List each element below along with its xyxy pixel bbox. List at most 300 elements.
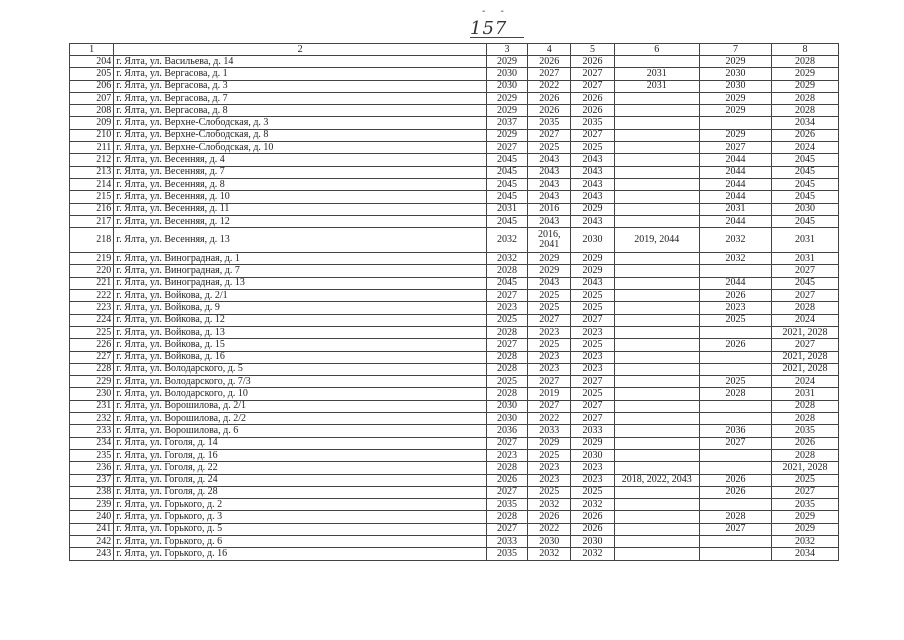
table-row (70, 191, 839, 203)
col-7-cell (700, 326, 772, 338)
col-3-cell: 2045 (486, 154, 527, 166)
col-4-cell: 2043 (528, 178, 571, 190)
row-number-cell: 210 (70, 129, 114, 141)
table-row (70, 474, 839, 486)
table-header-row (70, 44, 839, 56)
col-8-cell: 2028 (772, 92, 839, 104)
col-6-cell: 2018, 2022, 2043 (614, 474, 699, 486)
col-3-cell: 2027 (486, 142, 527, 154)
col-3-cell: 2027 (486, 339, 527, 351)
col-4-cell: 2029 (528, 437, 571, 449)
col-4-cell: 2026 (528, 92, 571, 104)
col-4-cell: 2035 (528, 117, 571, 129)
col-4-cell: 2027 (528, 129, 571, 141)
col-4-cell: 2023 (528, 462, 571, 474)
col-5-cell: 2023 (571, 326, 614, 338)
column-header-6: 6 (614, 44, 699, 56)
col-3-cell: 2025 (486, 314, 527, 326)
col-8-cell: 2028 (772, 400, 839, 412)
table-row (70, 302, 839, 314)
col-4-cell: 2025 (528, 339, 571, 351)
table-row (70, 56, 839, 68)
row-number-cell: 228 (70, 363, 114, 375)
col-4-cell: 2043 (528, 191, 571, 203)
col-8-cell: 2027 (772, 339, 839, 351)
row-number-cell: 219 (70, 253, 114, 265)
col-3-cell: 2029 (486, 56, 527, 68)
col-3-cell: 2027 (486, 437, 527, 449)
address-cell: г. Ялта, ул. Войкова, д. 15 (114, 339, 487, 351)
address-cell: г. Ялта, ул. Верхне-Слободская, д. 8 (114, 129, 487, 141)
address-cell: г. Ялта, ул. Вергасова, д. 1 (114, 68, 487, 80)
row-number-cell: 236 (70, 462, 114, 474)
col-7-cell: 2036 (700, 425, 772, 437)
col-5-cell: 2032 (571, 499, 614, 511)
col-3-cell: 2036 (486, 425, 527, 437)
col-4-cell: 2027 (528, 400, 571, 412)
col-4-cell: 2027 (528, 314, 571, 326)
col-6-cell (614, 449, 699, 461)
row-number-cell: 238 (70, 486, 114, 498)
row-number-cell: 205 (70, 68, 114, 80)
address-cell: г. Ялта, ул. Гоголя, д. 22 (114, 462, 487, 474)
table-row (70, 80, 839, 92)
col-7-cell: 2044 (700, 154, 772, 166)
address-cell: г. Ялта, ул. Виноградная, д. 7 (114, 265, 487, 277)
col-5-cell: 2027 (571, 68, 614, 80)
row-number-cell: 214 (70, 178, 114, 190)
row-number-cell: 206 (70, 80, 114, 92)
row-number-cell: 242 (70, 535, 114, 547)
page-number-dashes: - - (482, 6, 510, 17)
col-6-cell (614, 253, 699, 265)
col-5-cell: 2025 (571, 142, 614, 154)
address-cell: г. Ялта, ул. Васильева, д. 14 (114, 56, 487, 68)
col-7-cell (700, 499, 772, 511)
col-4-cell: 2032 (528, 548, 571, 560)
col-7-cell: 2026 (700, 339, 772, 351)
address-cell: г. Ялта, ул. Володарского, д. 10 (114, 388, 487, 400)
col-4-cell: 2043 (528, 166, 571, 178)
address-cell: г. Ялта, ул. Весенняя, д. 7 (114, 166, 487, 178)
col-7-cell: 2027 (700, 142, 772, 154)
row-number-cell: 239 (70, 499, 114, 511)
col-8-cell: 2045 (772, 178, 839, 190)
col-5-cell: 2027 (571, 376, 614, 388)
col-4-cell: 2025 (528, 486, 571, 498)
col-5-cell: 2043 (571, 178, 614, 190)
table-row (70, 277, 839, 289)
row-number-cell: 222 (70, 290, 114, 302)
table-row (70, 400, 839, 412)
col-7-cell: 2044 (700, 191, 772, 203)
address-cell: г. Ялта, ул. Весенняя, д. 4 (114, 154, 487, 166)
col-5-cell: 2027 (571, 129, 614, 141)
col-8-cell: 2035 (772, 499, 839, 511)
col-7-cell: 2026 (700, 474, 772, 486)
col-7-cell (700, 265, 772, 277)
address-cell: г. Ялта, ул. Войкова, д. 2/1 (114, 290, 487, 302)
col-8-cell: 2032 (772, 535, 839, 547)
col-3-cell: 2033 (486, 535, 527, 547)
col-7-cell: 2028 (700, 388, 772, 400)
col-5-cell: 2026 (571, 105, 614, 117)
col-7-cell: 2026 (700, 486, 772, 498)
col-4-cell: 2026 (528, 511, 571, 523)
address-cell: г. Ялта, ул. Вергасова, д. 7 (114, 92, 487, 104)
col-7-cell (700, 363, 772, 375)
col-8-cell: 2029 (772, 80, 839, 92)
col-6-cell (614, 178, 699, 190)
table-row (70, 486, 839, 498)
column-header-3: 3 (486, 44, 527, 56)
row-number-cell: 237 (70, 474, 114, 486)
col-8-cell: 2045 (772, 277, 839, 289)
row-number-cell: 218 (70, 228, 114, 253)
row-number-cell: 235 (70, 449, 114, 461)
col-3-cell: 2027 (486, 486, 527, 498)
col-4-cell: 2026 (528, 105, 571, 117)
col-6-cell (614, 154, 699, 166)
col-3-cell: 2028 (486, 388, 527, 400)
col-5-cell: 2027 (571, 314, 614, 326)
col-7-cell: 2030 (700, 80, 772, 92)
row-number-cell: 217 (70, 215, 114, 227)
col-6-cell (614, 314, 699, 326)
row-number-cell: 224 (70, 314, 114, 326)
col-7-cell: 2032 (700, 253, 772, 265)
col-4-cell: 2029 (528, 253, 571, 265)
col-3-cell: 2028 (486, 462, 527, 474)
col-6-cell (614, 523, 699, 535)
row-number-cell: 241 (70, 523, 114, 535)
address-cell: г. Ялта, ул. Весенняя, д. 10 (114, 191, 487, 203)
col-6-cell (614, 302, 699, 314)
col-3-cell: 2028 (486, 326, 527, 338)
col-3-cell: 2027 (486, 523, 527, 535)
row-number-cell: 232 (70, 413, 114, 425)
col-8-cell: 2027 (772, 486, 839, 498)
col-6-cell (614, 548, 699, 560)
table-row (70, 68, 839, 80)
col-5-cell: 2025 (571, 388, 614, 400)
col-3-cell: 2029 (486, 92, 527, 104)
col-7-cell (700, 351, 772, 363)
col-8-cell: 2045 (772, 191, 839, 203)
col-6-cell (614, 462, 699, 474)
col-6-cell (614, 326, 699, 338)
col-8-cell: 2027 (772, 265, 839, 277)
col-8-cell: 2021, 2028 (772, 326, 839, 338)
col-7-cell: 2030 (700, 68, 772, 80)
col-5-cell: 2043 (571, 166, 614, 178)
col-7-cell (700, 462, 772, 474)
col-8-cell: 2029 (772, 511, 839, 523)
col-6-cell (614, 486, 699, 498)
col-5-cell: 2026 (571, 511, 614, 523)
row-number-cell: 223 (70, 302, 114, 314)
address-cell: г. Ялта, ул. Верхне-Слободская, д. 10 (114, 142, 487, 154)
address-cell: г. Ялта, ул. Весенняя, д. 8 (114, 178, 487, 190)
col-5-cell: 2033 (571, 425, 614, 437)
col-6-cell: 2031 (614, 80, 699, 92)
col-8-cell: 2028 (772, 413, 839, 425)
col-5-cell: 2023 (571, 351, 614, 363)
address-cell: г. Ялта, ул. Вергасова, д. 8 (114, 105, 487, 117)
col-8-cell: 2034 (772, 117, 839, 129)
address-cell: г. Ялта, ул. Гоголя, д. 28 (114, 486, 487, 498)
row-number-cell: 215 (70, 191, 114, 203)
col-3-cell: 2032 (486, 228, 527, 253)
address-cell: г. Ялта, ул. Ворошилова, д. 2/1 (114, 400, 487, 412)
col-5-cell: 2026 (571, 56, 614, 68)
col-4-cell: 2043 (528, 215, 571, 227)
column-header-5: 5 (571, 44, 614, 56)
table-row (70, 326, 839, 338)
col-8-cell: 2035 (772, 425, 839, 437)
col-4-cell: 2043 (528, 277, 571, 289)
table-body (70, 56, 839, 561)
col-6-cell (614, 215, 699, 227)
col-4-cell: 2027 (528, 68, 571, 80)
col-3-cell: 2035 (486, 499, 527, 511)
row-number-cell: 209 (70, 117, 114, 129)
table-row (70, 92, 839, 104)
col-5-cell: 2023 (571, 474, 614, 486)
row-number-cell: 243 (70, 548, 114, 560)
col-5-cell: 2030 (571, 535, 614, 547)
col-8-cell: 2027 (772, 290, 839, 302)
col-7-cell (700, 449, 772, 461)
address-cell: г. Ялта, ул. Войкова, д. 13 (114, 326, 487, 338)
col-4-cell: 2016 (528, 203, 571, 215)
col-5-cell: 2030 (571, 449, 614, 461)
col-6-cell (614, 425, 699, 437)
col-6-cell (614, 117, 699, 129)
row-number-cell: 240 (70, 511, 114, 523)
column-header-4: 4 (528, 44, 571, 56)
table-row (70, 376, 839, 388)
row-number-cell: 212 (70, 154, 114, 166)
table-row (70, 290, 839, 302)
col-7-cell: 2031 (700, 203, 772, 215)
col-3-cell: 2045 (486, 215, 527, 227)
row-number-cell: 204 (70, 56, 114, 68)
col-8-cell: 2029 (772, 523, 839, 535)
table-row (70, 314, 839, 326)
col-5-cell: 2043 (571, 191, 614, 203)
col-6-cell (614, 142, 699, 154)
col-3-cell: 2045 (486, 277, 527, 289)
col-8-cell: 2021, 2028 (772, 363, 839, 375)
address-cell: г. Ялта, ул. Войкова, д. 12 (114, 314, 487, 326)
col-4-cell: 2023 (528, 474, 571, 486)
col-7-cell: 2028 (700, 511, 772, 523)
col-3-cell: 2030 (486, 413, 527, 425)
col-4-cell: 2029 (528, 265, 571, 277)
address-cell: г. Ялта, ул. Войкова, д. 9 (114, 302, 487, 314)
col-4-cell: 2019 (528, 388, 571, 400)
row-number-cell: 208 (70, 105, 114, 117)
col-8-cell: 2034 (772, 548, 839, 560)
row-number-cell: 225 (70, 326, 114, 338)
col-7-cell: 2029 (700, 105, 772, 117)
address-cell: г. Ялта, ул. Весенняя, д. 12 (114, 215, 487, 227)
table-row (70, 363, 839, 375)
col-3-cell: 2031 (486, 203, 527, 215)
col-8-cell: 2026 (772, 437, 839, 449)
col-6-cell (614, 203, 699, 215)
col-4-cell: 2025 (528, 449, 571, 461)
col-5-cell: 2025 (571, 302, 614, 314)
col-7-cell: 2029 (700, 129, 772, 141)
col-5-cell: 2032 (571, 548, 614, 560)
col-7-cell: 2044 (700, 215, 772, 227)
col-7-cell: 2026 (700, 290, 772, 302)
col-6-cell: 2019, 2044 (614, 228, 699, 253)
col-6-cell (614, 339, 699, 351)
col-5-cell: 2043 (571, 215, 614, 227)
table-row (70, 228, 839, 253)
col-5-cell: 2026 (571, 523, 614, 535)
col-6-cell (614, 437, 699, 449)
col-5-cell: 2023 (571, 462, 614, 474)
col-5-cell: 2043 (571, 154, 614, 166)
col-3-cell: 2035 (486, 548, 527, 560)
address-cell: г. Ялта, ул. Ворошилова, д. 2/2 (114, 413, 487, 425)
col-7-cell: 2023 (700, 302, 772, 314)
table-row (70, 462, 839, 474)
col-5-cell: 2029 (571, 253, 614, 265)
row-number-cell: 221 (70, 277, 114, 289)
column-header-7: 7 (700, 44, 772, 56)
col-7-cell: 2027 (700, 523, 772, 535)
col-4-cell: 2043 (528, 154, 571, 166)
row-number-cell: 230 (70, 388, 114, 400)
col-8-cell: 2021, 2028 (772, 462, 839, 474)
address-cell: г. Ялта, ул. Виноградная, д. 13 (114, 277, 487, 289)
table-row (70, 499, 839, 511)
col-4-cell: 2027 (528, 376, 571, 388)
col-7-cell (700, 535, 772, 547)
col-3-cell: 2030 (486, 68, 527, 80)
col-8-cell: 2028 (772, 302, 839, 314)
table-row (70, 413, 839, 425)
col-5-cell: 2043 (571, 277, 614, 289)
col-6-cell (614, 290, 699, 302)
col-6-cell (614, 388, 699, 400)
address-cell: г. Ялта, ул. Гоголя, д. 24 (114, 474, 487, 486)
column-header-2: 2 (114, 44, 487, 56)
page-number (470, 6, 530, 40)
col-4-cell: 2023 (528, 326, 571, 338)
col-7-cell (700, 400, 772, 412)
table-row (70, 425, 839, 437)
col-4-cell: 2023 (528, 363, 571, 375)
col-7-cell (700, 548, 772, 560)
address-cell: г. Ялта, ул. Горького, д. 2 (114, 499, 487, 511)
col-6-cell (614, 129, 699, 141)
table-row (70, 523, 839, 535)
address-cell: г. Ялта, ул. Володарского, д. 7/3 (114, 376, 487, 388)
col-5-cell: 2025 (571, 339, 614, 351)
col-6-cell (614, 511, 699, 523)
table-row (70, 142, 839, 154)
col-3-cell: 2026 (486, 474, 527, 486)
col-8-cell: 2028 (772, 449, 839, 461)
address-cell: г. Ялта, ул. Вергасова, д. 3 (114, 80, 487, 92)
address-cell: г. Ялта, ул. Виноградная, д. 1 (114, 253, 487, 265)
table-row (70, 105, 839, 117)
col-7-cell: 2029 (700, 92, 772, 104)
table-row (70, 535, 839, 547)
row-number-cell: 211 (70, 142, 114, 154)
address-cell: г. Ялта, ул. Володарского, д. 5 (114, 363, 487, 375)
row-number-cell: 229 (70, 376, 114, 388)
table-row (70, 548, 839, 560)
col-6-cell (614, 400, 699, 412)
col-3-cell: 2030 (486, 400, 527, 412)
col-8-cell: 2031 (772, 388, 839, 400)
col-6-cell (614, 376, 699, 388)
row-number-cell: 233 (70, 425, 114, 437)
col-3-cell: 2030 (486, 80, 527, 92)
col-5-cell: 2029 (571, 437, 614, 449)
col-3-cell: 2028 (486, 511, 527, 523)
col-4-cell: 2016, 2041 (528, 228, 571, 253)
col-8-cell: 2028 (772, 105, 839, 117)
address-cell: г. Ялта, ул. Весенняя, д. 11 (114, 203, 487, 215)
col-8-cell: 2028 (772, 56, 839, 68)
row-number-cell: 227 (70, 351, 114, 363)
address-cell: г. Ялта, ул. Горького, д. 16 (114, 548, 487, 560)
address-cell: г. Ялта, ул. Гоголя, д. 16 (114, 449, 487, 461)
col-6-cell (614, 277, 699, 289)
address-cell: г. Ялта, ул. Верхне-Слободская, д. 3 (114, 117, 487, 129)
col-3-cell: 2028 (486, 363, 527, 375)
col-3-cell: 2045 (486, 166, 527, 178)
col-4-cell: 2025 (528, 290, 571, 302)
address-cell: г. Ялта, ул. Ворошилова, д. 6 (114, 425, 487, 437)
col-7-cell: 2029 (700, 56, 772, 68)
row-number-cell: 213 (70, 166, 114, 178)
col-5-cell: 2029 (571, 203, 614, 215)
col-6-cell (614, 56, 699, 68)
table-row (70, 166, 839, 178)
col-5-cell: 2023 (571, 363, 614, 375)
col-6-cell (614, 105, 699, 117)
col-4-cell: 2025 (528, 142, 571, 154)
col-8-cell: 2021, 2028 (772, 351, 839, 363)
col-5-cell: 2029 (571, 265, 614, 277)
col-8-cell: 2045 (772, 215, 839, 227)
col-3-cell: 2027 (486, 290, 527, 302)
col-8-cell: 2024 (772, 314, 839, 326)
table-row (70, 449, 839, 461)
col-6-cell (614, 499, 699, 511)
col-3-cell: 2025 (486, 376, 527, 388)
col-8-cell: 2024 (772, 376, 839, 388)
col-8-cell: 2031 (772, 253, 839, 265)
col-7-cell: 2044 (700, 166, 772, 178)
col-7-cell (700, 413, 772, 425)
row-number-cell: 226 (70, 339, 114, 351)
col-5-cell: 2027 (571, 413, 614, 425)
row-number-cell: 216 (70, 203, 114, 215)
col-3-cell: 2028 (486, 265, 527, 277)
col-8-cell: 2045 (772, 154, 839, 166)
table-row (70, 203, 839, 215)
